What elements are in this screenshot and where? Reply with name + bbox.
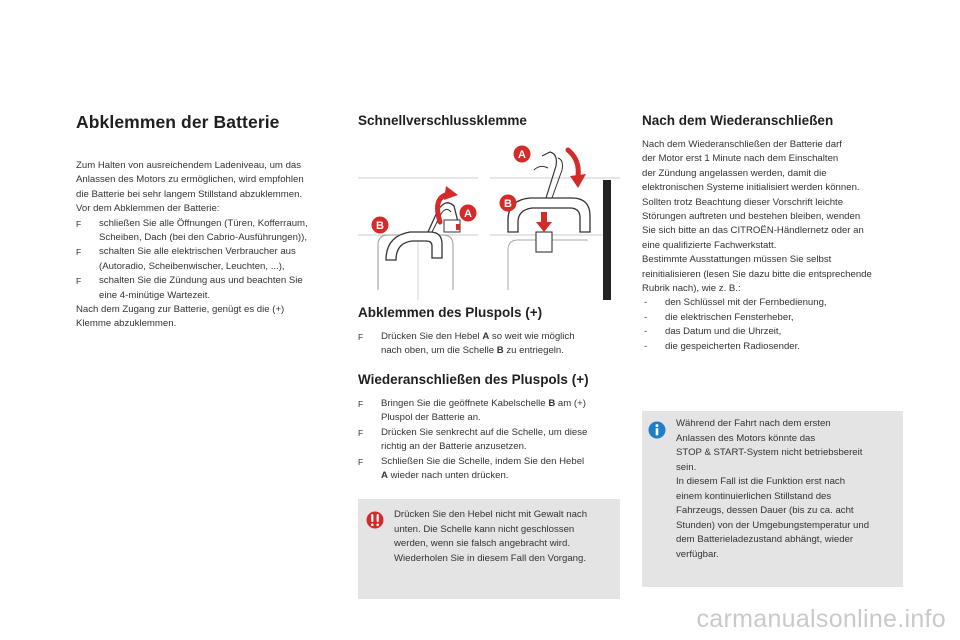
- warning-box: [358, 499, 620, 599]
- list-item-text: die gespeicherten Radiosender.: [665, 340, 800, 352]
- label-b: B: [504, 198, 512, 210]
- info-line: Anlassen des Motors könnte das: [676, 432, 816, 444]
- reinit-list: [642, 296, 912, 354]
- list-item: [358, 455, 620, 484]
- list-item-line: Schließen Sie die Schelle, indem Sie den Hebel: [381, 455, 585, 467]
- text-run: zu entriegeln.: [503, 345, 564, 357]
- text-run: so weit wie möglich: [489, 331, 575, 342]
- warning-line: Wiederholen Sie in diesem Fall den Vorgang.: [394, 552, 586, 564]
- bullet-marker: F: [358, 332, 364, 342]
- warning-text: [394, 508, 587, 566]
- paragraph-line: der Zündung angelassen werden, damit die: [642, 167, 827, 179]
- reconnect-list: [358, 397, 620, 483]
- bullet-marker: F: [358, 399, 364, 409]
- paragraph-line: der Motor erst 1 Minute nach dem Einschalten: [642, 153, 839, 165]
- list-item-text: die elektrischen Fensterheber,: [665, 311, 794, 323]
- column-middle: [358, 113, 620, 128]
- intro-line: Zum Halten von ausreichendem Ladeniveau, um das: [76, 160, 302, 171]
- info-line: In diesem Fall ist die Funktion erst nach: [676, 476, 846, 487]
- bullet-marker: F: [358, 427, 364, 438]
- bullet-marker: F: [76, 218, 82, 229]
- list-item-line: [381, 330, 620, 344]
- section-title-reconnect: Wiederanschließen des Pluspols (+): [358, 372, 589, 387]
- battery-clamp-illustration: [358, 140, 620, 300]
- list-item: [358, 397, 620, 426]
- list-item: [642, 340, 912, 354]
- info-line: STOP & START-System nicht betriebsbereit: [676, 447, 863, 458]
- section-title-quick-release: Schnellverschlussklemme: [358, 113, 527, 128]
- list-item-line: Drücken Sie senkrecht auf die Schelle, um diese: [381, 426, 588, 438]
- list-item-line: schalten Sie die Zündung aus und beachten Sie: [99, 275, 303, 287]
- info-icon: [648, 421, 666, 439]
- paragraph-line: Sie sich bitte an das CITROËN-Händlernetz oder an: [642, 225, 864, 237]
- list-item-line: richtig an der Batterie anzusetzen.: [381, 441, 527, 453]
- info-line: Fahrzeugs, dessen Dauer (bis zu ca. acht: [676, 505, 854, 516]
- paragraph-line: Sollten trotz Beachtung dieser Vorschrift leichte: [642, 196, 844, 208]
- paragraph-line: eine qualifizierte Fachwerkstatt.: [642, 239, 777, 251]
- list-item: [76, 217, 344, 246]
- warning-line: Drücken Sie den Hebel nicht mit Gewalt nach: [394, 509, 588, 520]
- lever-ref: A: [482, 331, 490, 342]
- text-run: Drücken Sie den Hebel: [381, 331, 483, 342]
- list-item-text: den Schlüssel mit der Fernbedienung,: [665, 297, 827, 309]
- list-item-line: [381, 344, 620, 358]
- label-a: A: [464, 208, 472, 220]
- label-a: A: [518, 149, 526, 161]
- info-line: Stunden) von der Umgebungstemperatur und: [676, 519, 870, 531]
- info-line: dem Batterieladezustand abhängt, wieder: [676, 534, 854, 545]
- paragraph-line: Störungen auftreten und bestehen bleiben, wenden: [642, 211, 861, 223]
- column-right: [642, 113, 912, 354]
- list-item: [76, 274, 344, 303]
- info-line: einem kontinuierlichen Stillstand des: [676, 490, 832, 502]
- list-item-line: Pluspol der Batterie an.: [381, 412, 481, 424]
- list-item-line: (Autoradio, Scheibenwischer, Leuchten, ...),: [99, 260, 285, 272]
- list-item-line: eine 4-minütige Wartezeit.: [99, 289, 211, 301]
- illustration-right-panel: [486, 140, 620, 300]
- warning-line: werden, wenn sie falsch angebracht wird.: [394, 538, 570, 549]
- disconnect-section: [358, 305, 620, 359]
- list-item: [358, 330, 620, 359]
- info-box: [642, 411, 903, 587]
- paragraph-line: Nach dem Wiederanschließen der Batterie darf: [642, 139, 842, 150]
- text-run: Bringen Sie die geöffnete Kabelschelle: [381, 398, 549, 409]
- intro-line: Vor dem Abklemmen der Batterie:: [76, 203, 220, 215]
- paragraph-line: Bestimmte Ausstattungen müssen Sie selbst: [642, 254, 832, 266]
- column-left: [76, 112, 344, 332]
- intro-line: Anlassen des Motors zu ermöglichen, wird empfohlen: [76, 174, 304, 186]
- info-line: Während der Fahrt nach dem ersten: [676, 418, 831, 429]
- outro-line: Nach dem Zugang zur Batterie, genügt es die (+): [76, 304, 285, 316]
- warning-icon: [366, 511, 384, 529]
- text-run: wieder nach unten drücken.: [387, 470, 509, 482]
- list-item-line: schalten Sie alle elektrischen Verbraucher aus: [99, 246, 296, 258]
- reconnect-section: [358, 372, 620, 483]
- lever-ref: A: [381, 470, 388, 482]
- bullet-marker: F: [76, 247, 82, 258]
- bullet-marker: F: [358, 456, 364, 467]
- warning-line: unten. Die Schelle kann nicht geschlossen: [394, 523, 575, 535]
- bullet-marker: F: [76, 276, 82, 287]
- list-item: [642, 311, 912, 325]
- outro-line: Klemme abzuklemmen.: [76, 318, 177, 330]
- watermark: carmanualsonline.info: [696, 605, 946, 633]
- outro-text: [76, 303, 344, 332]
- dash-marker: -: [644, 297, 648, 309]
- precaution-list: [76, 217, 344, 303]
- list-item-line: [381, 469, 620, 483]
- text-run: nach oben, um die Schelle: [381, 345, 497, 357]
- list-item-line: schließen Sie alle Öffnungen (Türen, Kofferraum,: [99, 217, 308, 229]
- list-item-line: [381, 397, 620, 411]
- page-title: Abklemmen der Batterie: [76, 112, 280, 132]
- illustration-left-panel: [358, 178, 478, 300]
- dash-marker: -: [644, 326, 648, 338]
- info-text: [676, 417, 869, 562]
- intro-line: die Batterie bei sehr langem Stillstand abzuklemmen.: [76, 188, 303, 200]
- dash-marker: -: [644, 340, 648, 352]
- dash-marker: -: [644, 311, 648, 323]
- section-title-disconnect: Abklemmen des Pluspols (+): [358, 305, 543, 320]
- paragraph-line: Rubrik nach), wie z. B.:: [642, 283, 741, 295]
- list-item-line: Scheiben, Dach (bei den Cabrio-Ausführungen)),: [99, 232, 307, 244]
- label-b: B: [376, 220, 384, 232]
- list-item: [76, 245, 344, 274]
- info-line: sein.: [676, 461, 697, 473]
- after-reconnect-text: [642, 138, 912, 296]
- list-item: [358, 426, 620, 455]
- section-title-after-reconnect: Nach dem Wiederanschließen: [642, 113, 834, 128]
- clamp-ref: B: [548, 398, 556, 409]
- list-item: [642, 296, 912, 310]
- list-item-text: das Datum und die Uhrzeit,: [665, 326, 782, 338]
- text-run: am (+): [555, 398, 586, 409]
- paragraph-line: reinitialisieren (lesen Sie dazu bitte die entsprechende: [642, 268, 872, 280]
- intro-text: [76, 159, 344, 217]
- paragraph-line: elektronischen Systeme initialisiert werden können.: [642, 182, 860, 194]
- clamp-ref: B: [496, 345, 504, 357]
- info-line: verfügbar.: [676, 548, 719, 560]
- list-item: [642, 325, 912, 339]
